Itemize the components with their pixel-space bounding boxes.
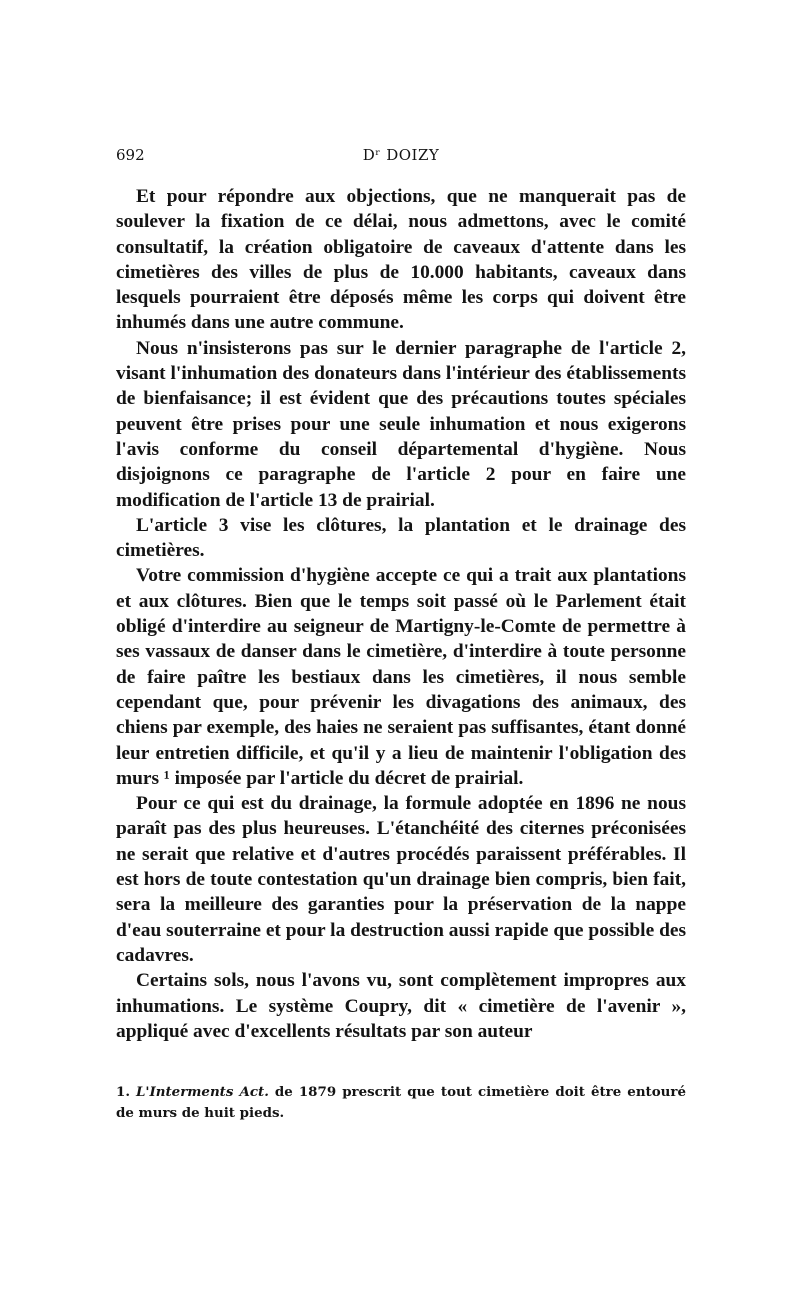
paragraph-sols: Certains sols, nous l'avons vu, sont complètement impropres aux inhumations. Le système Coupry, dit « cimetière de l'avenir », appliqué avec d'excellents résultats par son auteur	[116, 970, 686, 1042]
footnote-text: de 1879 prescrit que tout cimetière doit être entouré de murs de huit pieds.	[116, 1084, 686, 1122]
paragraph-article-2: Nous n'insisterons pas sur le dernier paragraphe de l'article 2, visant l'inhumation des donateurs dans l'intérieur des établissements de bienfaisance; il est évident que des précautions toutes spéciales peuvent être prises pour une seule inhumation et nous exigerons l'avis conforme du conseil départemental d'hygiène. Nous disjoignons ce paragraphe de l'article 2 pour en faire une modification de l'article 13 de prairial.	[116, 337, 686, 511]
footnote-title: L'Interments Act.	[135, 1084, 269, 1101]
paragraph-article-3: L'article 3 vise les clôtures, la plantation et le drainage des cimetières.	[116, 514, 686, 562]
running-head-author: Dʳ DOIZY	[362, 146, 440, 164]
page-number: 692	[116, 146, 145, 164]
paragraph-caveaux: Et pour répondre aux objections, que ne manquerait pas de soulever la fixation de ce délai, nous admettons, avec le comité consultatif, la création obligatoire de caveaux d'attente dans les cimetières des villes de plus de 10.000 habitants, caveaux dans lesquels pourraient être déposés même les corps qui doivent être inhumés dans une autre commune.	[116, 186, 686, 334]
paragraph-drainage: Pour ce qui est du drainage, la formule adoptée en 1896 ne nous paraît pas des plus heureuses. L'étanchéité des citernes préconisées ne serait que relative et d'autres procédés paraissent préférables. Il est hors de toute contestation qu'un drainage bien compris, bien fait, sera la meilleure des garanties pour la préservation de la nappe d'eau souterraine et pour la destruction aussi rapide que possible des cadavres.	[116, 793, 686, 966]
footnote-marker: 1.	[116, 1084, 130, 1101]
footnotes	[116, 1082, 686, 1124]
paragraph-clotures: Votre commission d'hygiène accepte ce qui a trait aux plantations et aux clôtures. Bien que le temps soit passé où le Parlement était obligé d'interdire au seigneur de Martigny-le-Comte de permettre à ses vassaux de danser dans le cimetière, d'interdire à toute personne de faire paître les bestiaux dans les cimetières, il nous semble cependant que, pour prévenir les divagations des animaux, des chiens par exemple, des haies ne seraient pas suffisantes, étant donné leur entretien difficile, et qu'il y a lieu de maintenir l'obligation des murs ¹ imposée par l'article du décret de prairial.	[116, 565, 686, 789]
running-head	[116, 140, 686, 170]
footnote	[116, 1082, 686, 1124]
body-text	[116, 184, 686, 1044]
book-page	[116, 140, 686, 1124]
